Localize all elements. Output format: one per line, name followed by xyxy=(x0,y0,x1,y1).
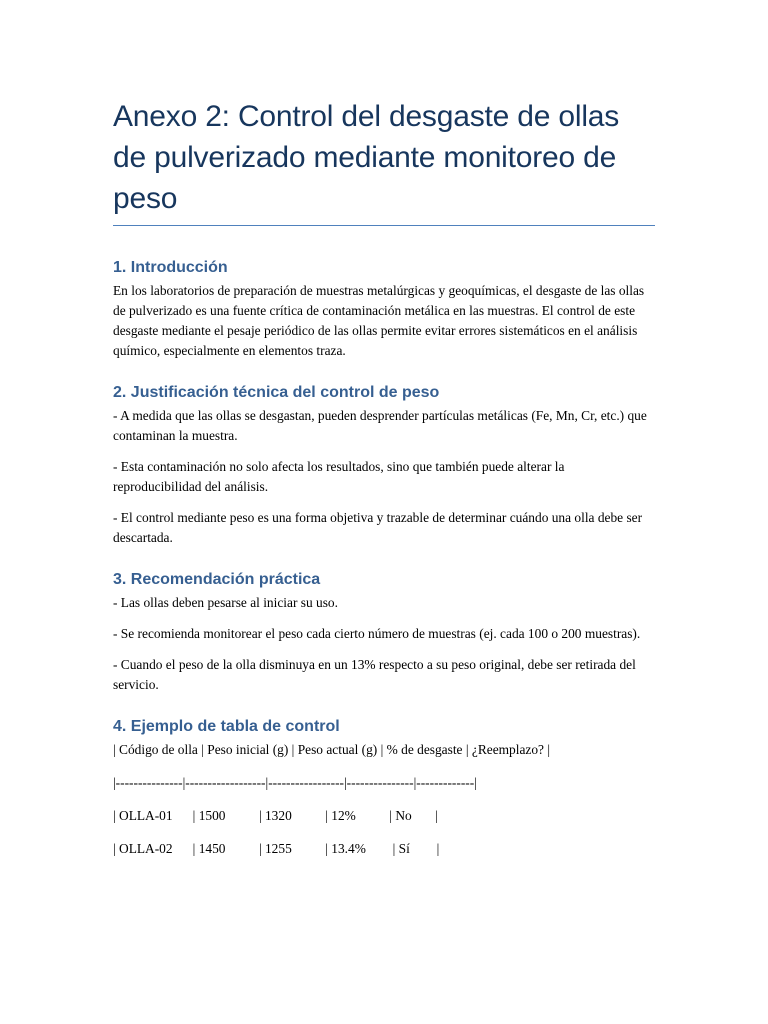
table-row: | OLLA-02 | 1450 | 1255 | 13.4% | Sí | xyxy=(113,841,440,856)
table-row: | OLLA-01 | 1500 | 1320 | 12% | No | xyxy=(113,808,438,823)
section-heading: 3. Recomendación práctica xyxy=(113,571,321,588)
title-underline xyxy=(113,225,655,226)
bullet-paragraph: - Esta contaminación no solo afecta los resultados, sino que también puede alterar la reproducibilidad del análisis. xyxy=(113,459,565,494)
section-heading: 1. Introducción xyxy=(113,259,228,276)
section-recomendacion xyxy=(113,570,655,695)
bullet-paragraph: - Las ollas deben pesarse al iniciar su uso. xyxy=(113,595,338,610)
document-page xyxy=(113,96,655,881)
section-tabla-control xyxy=(113,717,655,859)
bullet-paragraph: - A medida que las ollas se desgastan, pueden desprender partículas metálicas (Fe, Mn, Cr, etc.) que contaminan la muestra. xyxy=(113,408,647,443)
section-heading: 2. Justificación técnica del control de peso xyxy=(113,384,440,401)
section-justificacion xyxy=(113,383,655,548)
section-introduccion xyxy=(113,258,655,361)
document-title: Anexo 2: Control del desgaste de ollas de pulverizado mediante monitoreo de peso xyxy=(113,100,620,215)
bullet-paragraph: - El control mediante peso es una forma objetiva y trazable de determinar cuándo una olla debe ser descartada. xyxy=(113,510,643,545)
section-heading: 4. Ejemplo de tabla de control xyxy=(113,718,340,735)
bullet-paragraph: - Cuando el peso de la olla disminuya en un 13% respecto a su peso original, debe ser retirada del servicio. xyxy=(113,657,636,692)
table-header-line: | Código de olla | Peso inicial (g) | Peso actual (g) | % de desgaste | ¿Reemplazo? | xyxy=(113,742,551,757)
paragraph: En los laboratorios de preparación de muestras metalúrgicas y geoquímicas, el desgaste de las ollas de pulverizado es una fuente crítica de contaminación metálica en las muestras. El control de este desgaste mediante el pesaje periódico de las ollas permite evitar errores sistemáticos en el análisis químico, especialmente en elementos traza. xyxy=(113,283,645,358)
table-separator-line: |---------------|------------------|-----------------|---------------|-------------| xyxy=(113,775,477,790)
bullet-paragraph: - Se recomienda monitorear el peso cada cierto número de muestras (ej. cada 100 o 200 muestras). xyxy=(113,626,641,641)
